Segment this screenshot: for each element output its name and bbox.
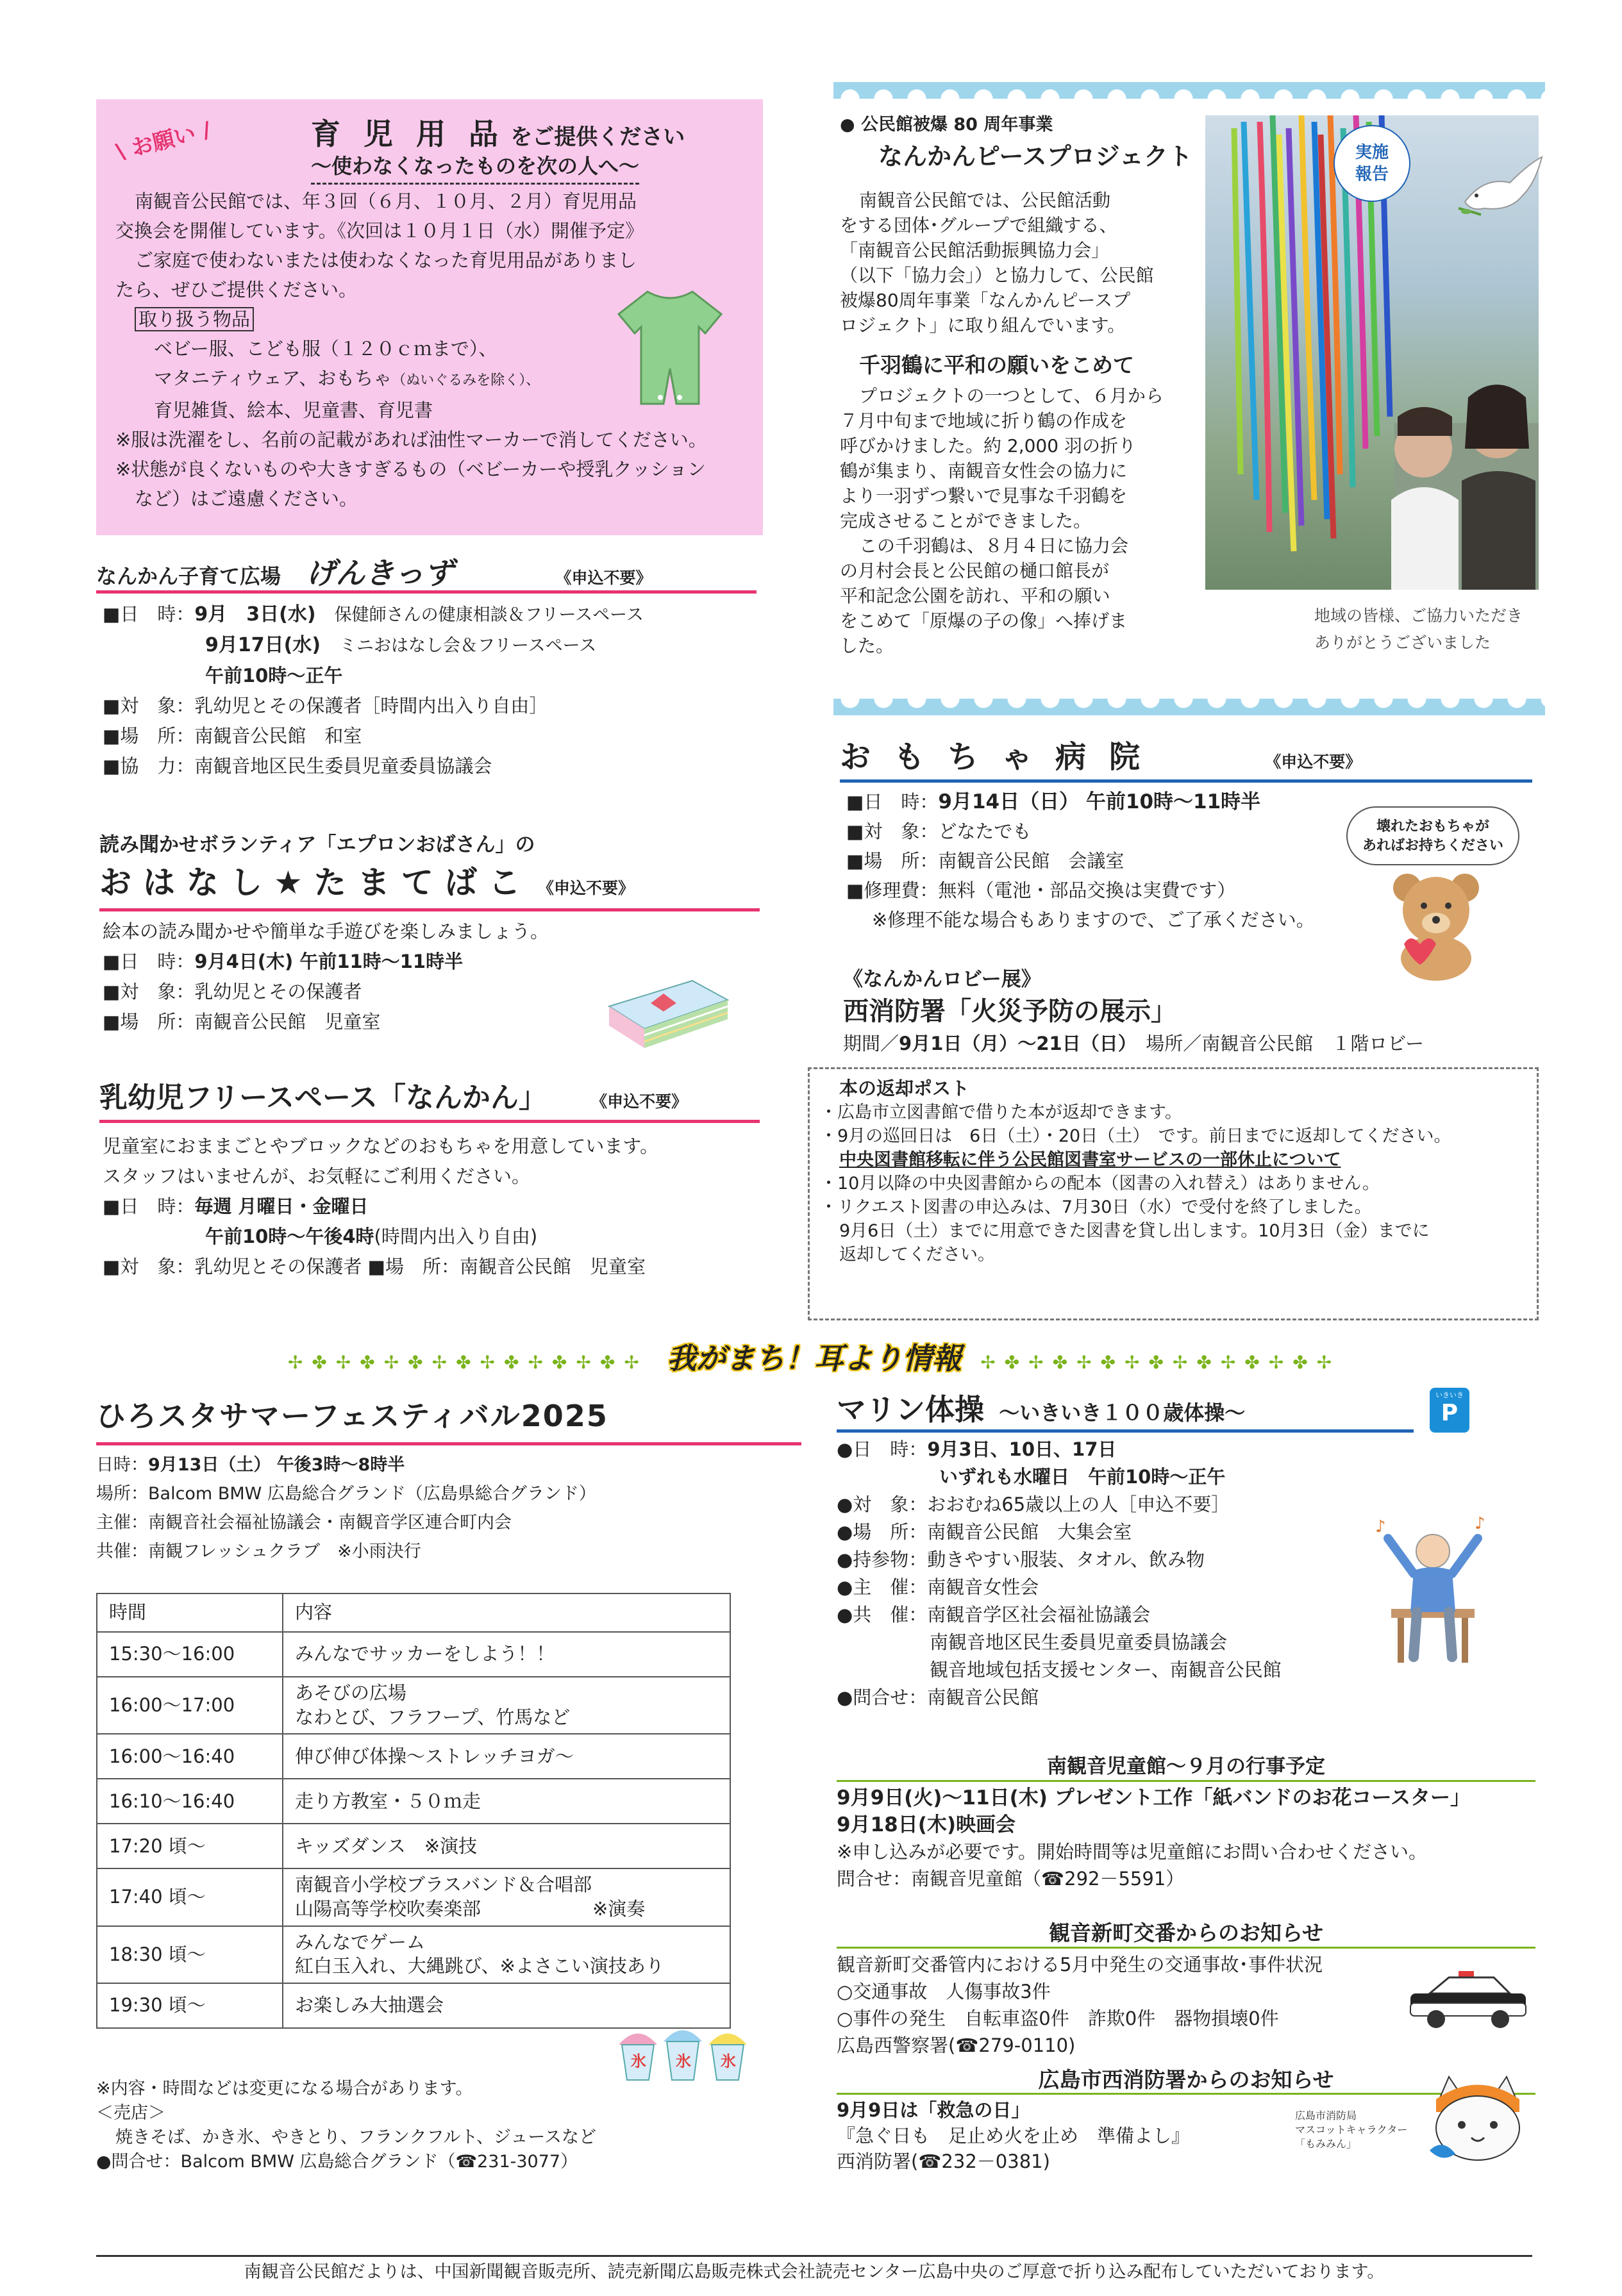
table-row: 17:40 頃～ 南観音小学校ブラスバンド＆合唱部 山陽高等学校吹奏楽部 ※演奏 <box>97 1868 730 1926</box>
mascot-caption: 広島市消防局 マスコットキャラクター 「もみみん」 <box>1295 2109 1408 2150</box>
festival-section: ひろスタサマーフェスティバル2025 日時：9月13日（土） 午後3時～8時半 場所：Balcom BMW 広島総合グランド（広島県総合グランド） 主催：南観音社会福祉協議会・南観音学区連合町内会 共催：南観フレッシュクラブ ※小雨決行 <box>96 1394 801 1566</box>
baby-romper-icon <box>609 285 731 413</box>
dove-icon <box>1452 151 1548 228</box>
peace-bottom-border <box>833 699 1545 715</box>
genkids-body: ■日 時：9月 3日(水) 保健師さんの健康相談＆フリースペース 9月17日(水) ミニおはなし会＆フリースペース 午前10時～正午 ■対 象：乳幼児とその保護者［時間内出入り自由］ ■場 所：南観音公民館 和室 ■協 力：南観音地区民生委員児童委員協議会 <box>103 603 644 777</box>
toy-header: おもちゃ病院 《申込不要》 <box>840 734 1532 783</box>
table-row: 16:10～16:40 走り方教室・５０ｍ走 <box>97 1779 730 1824</box>
shaved-ice-icons: 氷 氷 氷 <box>615 2019 750 2083</box>
table-row: 15:30～16:00 みんなでサッカーをしよう！！ <box>97 1632 730 1677</box>
tamatebako-title: おはなし★たまてばこ 《申込不要》 <box>99 859 760 911</box>
baby-goods-title: 育 児 用 品 をご提供ください <box>311 117 685 151</box>
footer-note: 南観音公民館だよりは、中国新聞観音販売所、読売新聞広島販売株式会社読売センター広島中央のご厚意で折り込み配布していただいております。 <box>96 2255 1532 2286</box>
jidokan-section: 南観音児童館～９月の行事予定 9月9日(火)～11日(木) プレゼント工作「紙バンドのお花コースター」 9月18日(木)映画会 ※申し込みが必要です。開始時間等は児童館にお問い合わせください。 問合せ：南観音児童館（☎292－5591） <box>837 1753 1535 1892</box>
peace-top-border <box>833 82 1545 99</box>
fire-section: 広島市西消防署からのお知らせ 9月9日は「救急の日」 『急ぐ日も 足止め火を止め 準備よし』 西消防署(☎232－0381) <box>837 2067 1535 2174</box>
teddy-bear-icon <box>1382 869 1491 981</box>
tamatebako-body: 絵本の読み聞かせや簡単な手遊びを楽しみましょう。 ■日 時：9月4日(木) 午前11時～11時半 ■対 象：乳幼児とその保護者 ■場 所：南観音公民館 児童室 <box>103 920 549 1033</box>
table-row: 16:00～17:00 あそびの広場 なわとび、フラフープ、竹馬など <box>97 1677 730 1734</box>
table-header-row: 時間 内容 <box>97 1593 730 1632</box>
lobby-section: 《なんかんロビー展》 西消防署「火災予防の展示」 期間／9月1日（月）～21日（日） 場所／南観音公民館 １階ロビー <box>843 968 1425 1054</box>
koban-section: 観音新町交番からのお知らせ 観音新町交番管内における5月中発生の交通事故･事件状況 ○交通事故 人傷事故3件 ○事件の発生 自転車盗0件 詐欺0件 器物損壊0件 広島西警察署(☎279-0110) <box>837 1920 1535 2059</box>
items-label: 取り扱う物品 <box>135 307 254 331</box>
festival-footer: ※内容・時間などは変更になる場合があります。 ＜売店＞ 焼きそば、かき氷、やきとり、フランクフルト、ジュースなど ●問合せ：Balcom BMW 広島総合グランド（☎231-3077） <box>96 2079 597 2172</box>
marine-body: ●日 時：9月3日、10日、17日 いずれも水曜日 午前10時～正午 ●対 象：おおむね65歳以上の人［申込不要］ ●場 所：南観音公民館 大集会室 ●持参物：動きやすい服装、タオル、飲み物 ●主 催：南観音女性会 ●共 催：南観音学区社会福祉協議会 南観音地区民生委員児童委員協議会 観音地域包括支援センター、南観音公民館 ●問合せ：南観音公民館 <box>837 1438 1282 1708</box>
svg-text:♪: ♪ <box>1375 1517 1386 1536</box>
ikiiki-logo: いきいき P <box>1430 1388 1469 1433</box>
book-return-box: 本の返却ポスト ・広島市立図書館で借りた本が返却できます。 ・9月の巡回日は 6日（土）・20日（土） です。前日までに返却してください。 中央図書館移転に伴う公民館図書室サービスの一部休止について ・10月以降の中央図書館からの配本（図書の入れ替え）はありません。 ・リクエスト図書の申込みは、7月30日（水）で受付を終了しました。 9月6日（土）までに用意できた図書を貸し出します。10月3日（金）までに 返却してください。 <box>808 1067 1539 1320</box>
freespace-header: 乳幼児フリースペース「なんかん」 《申込不要》 <box>99 1077 760 1123</box>
picture-books-icon <box>603 968 731 1051</box>
baby-goods-box <box>96 99 763 535</box>
table-row: 18:30 頃～ みんなでゲーム 紅白玉入れ、大縄跳び、※よさこい演技あり <box>97 1926 730 1983</box>
table-row: 19:30 頃～ お楽しみ大抽選会 <box>97 1983 730 2028</box>
exercise-person-icon <box>1372 1513 1494 1667</box>
festival-table <box>96 1593 731 2029</box>
svg-text:♪: ♪ <box>1475 1514 1485 1533</box>
marine-header: マリン体操 ～いきいき１００歳体操～ <box>837 1388 1414 1433</box>
table-row: 17:20 頃～ キッズダンス ※演技 <box>97 1824 730 1868</box>
toy-bubble: 壊れたおもちゃが あればお持ちください <box>1346 806 1519 865</box>
table-row: 16:00～16:40 伸び伸び体操～ストレッチヨガ～ <box>97 1734 730 1779</box>
toy-body: ■日 時：9月14日（日） 午前10時～11時半 ■対 象：どなたでも ■場 所：南観音公民館 会議室 ■修理費：無料（電池・部品交換は実費です） ※修理不能な場合もありますので、ご了承ください。 <box>846 790 1315 931</box>
genkids-header: なんかん子育て広場 げんきっず 《申込不要》 <box>96 551 757 594</box>
momimin-mascot-icon <box>1423 2074 1532 2167</box>
onegai-tag: \ お願い / <box>113 117 214 165</box>
baby-goods-body: 南観音公民館では、年３回（６月、１０月、２月）育児用品 交換会を開催しています。《次回は１０月１日（水）開催予定》 ご家庭で使わないまたは使わなくなった育児用品がありまし たら、ぜひご提供ください。 取り扱う物品 ベビー服、こども服（１２０ｃｍまで）、 マタニティウェア、おもちゃ（ぬいぐるみを除く）、 育児雑貨、絵本、児童書、育児書 ※服は洗濯をし、名前の記載があれば油性マーカーで消してください。 ※状態が良くないものや大きすぎるもの（ベビーカーや授乳クッション など）はご遠慮ください。 <box>115 190 707 510</box>
tamatebako-header: 読み聞かせボランティア「エプロンおばさん」の <box>99 833 535 856</box>
report-badge: 実施 報告 <box>1334 125 1410 202</box>
info-banner: ✢✤✢✤✢✤✢✤✢✤✢✤✢✤✢ 我がまち！耳より情報 ✢✤✢✤✢✤✢✤✢✤✢✤✢✤✢ <box>287 1341 1341 1376</box>
photo-caption: 地域の皆様、ご協力いただき ありがとうございました <box>1314 606 1523 652</box>
baby-goods-subtitle: ～使わなくなったものを次の人へ～ <box>311 151 639 185</box>
police-car-icon <box>1404 1968 1532 2032</box>
freespace-body: 児童室におままごとやブロックなどのおもちゃを用意しています。 スタッフはいませんが、お気軽にご利用ください。 ■日 時：毎週 月曜日・金曜日 午前10時～午後4時(時間内出入り自由) ■対 象：乳幼児とその保護者 ■場 所：南観音公民館 児童室 <box>103 1135 659 1277</box>
clover-row-right: ✢✤✢✤✢✤✢✤✢✤✢✤✢✤✢ <box>980 1352 1341 1373</box>
peace-section: ● 公民館被爆 80 周年事業 なんかんピースプロジェクト 南観音公民館では、公民館活動 をする団体･グループで組織する、 「南観音公民館活動振興協力会」 （以下「協力会」）と協力して、公民館 被爆80周年事業「なんかんピースプ ロジェクト」に取り組んでいます。 千羽鶴に平和の願いをこめて プロジェクトの一つとして、６月から ７月中旬まで地域に折り鶴の作成を 呼びかけました。約 2,000 羽の折り 鶴が集まり、南観音女性会の協力に より一羽ずつ繋いで見事な千羽鶴を 完成させることができました。 この千羽鶴は、８月４日に協力会 の月村会長と公民館の樋口館長が 平和記念公園を訪れ、平和の願い をこめて「原爆の子の像」へ捧げま した。 <box>840 115 1192 656</box>
clover-row-left: ✢✤✢✤✢✤✢✤✢✤✢✤✢✤✢ <box>287 1352 648 1373</box>
